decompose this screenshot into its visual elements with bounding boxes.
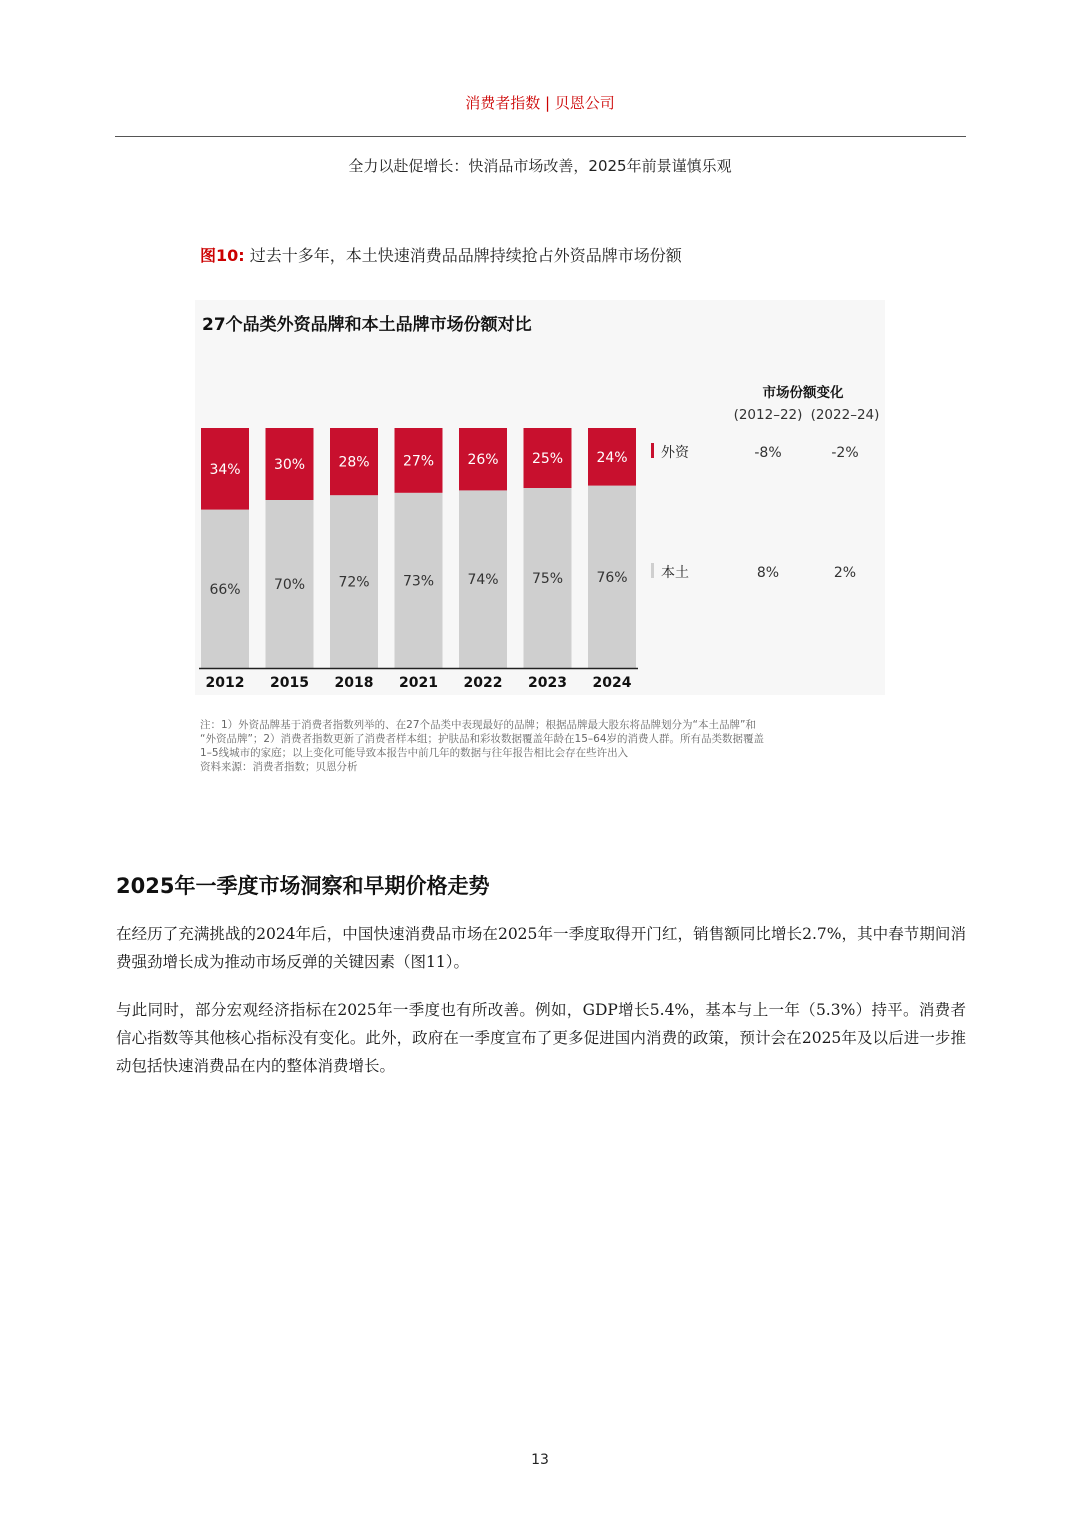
- label-local-2015: 70%: [273, 577, 306, 593]
- change-value-1-1: 2%: [833, 565, 857, 581]
- x-tick-2023: 2023: [528, 675, 567, 691]
- change-table-header: 市场份额变化: [762, 385, 844, 401]
- label-foreign-2022: 26%: [467, 452, 499, 469]
- x-tick-2012: 2012: [205, 675, 245, 691]
- page-subtitle: 全力以赴促增长：快消品市场改善，2025年前景谨慎乐观: [348, 157, 732, 175]
- label-local-2023: 75%: [531, 571, 564, 587]
- x-tick-2018: 2018: [334, 675, 374, 691]
- stacked-bar-chart: [0, 0, 1080, 720]
- note-line-2: “外资品牌”；2）消费者指数更新了消费者样本组；护肤品和彩妆数据覆盖年龄在15–64岁的消费人群。所有品类数据覆盖: [200, 733, 765, 745]
- section-heading: 2025年一季度市场洞察和早期价格走势: [116, 874, 490, 898]
- label-local-2022: 74%: [467, 572, 499, 589]
- change-value-1-0: 8%: [756, 565, 780, 581]
- label-local-2018: 72%: [338, 574, 370, 591]
- page-number: 13: [531, 1452, 549, 1468]
- chart-title: 27个品类外资品牌和本土品牌市场份额对比: [202, 315, 532, 335]
- label-foreign-2018: 28%: [338, 454, 370, 471]
- x-tick-2021: 2021: [399, 675, 438, 691]
- label-foreign-2024: 24%: [596, 449, 628, 466]
- label-foreign-2015: 30%: [273, 457, 306, 473]
- change-value-0-1: -2%: [831, 445, 859, 461]
- label-local-2012: 66%: [209, 581, 241, 598]
- x-tick-2024: 2024: [592, 675, 632, 691]
- label-local-2024: 76%: [596, 569, 628, 586]
- label-foreign-2021: 27%: [402, 453, 435, 470]
- legend-label-0: 外资: [661, 445, 689, 461]
- change-value-0-0: -8%: [754, 445, 782, 461]
- paragraph-2: 与此同时，部分宏观经济指标在2025年一季度也有所改善。例如，GDP增长5.4%，基本与上一年（5.3%）持平。消费者信心指数等其他核心指标没有变化。此外，政府在一季度宣布了更多促进国内消费的政策，预计会在2025年及以后进一步推动包括快速消费品在内的整体消费增长。: [116, 1001, 966, 1075]
- label-foreign-2023: 25%: [531, 451, 564, 467]
- figure-caption-text: 过去十多年，本土快速消费品品牌持续抢占外资品牌市场份额: [249, 246, 682, 265]
- legend-marker-1: [651, 563, 654, 578]
- change-period-2: (2022–24): [810, 407, 880, 423]
- legend-label-1: 本土: [661, 565, 689, 581]
- x-tick-2022: 2022: [463, 675, 503, 691]
- label-local-2021: 73%: [402, 573, 435, 590]
- note-line-1: 注：1）外资品牌基于消费者指数列举的、在27个品类中表现最好的品牌；根据品牌最大股东将品牌划分为“本土品牌”和: [200, 719, 756, 731]
- label-foreign-2012: 34%: [209, 461, 241, 478]
- source-line: 资料来源：消费者指数；贝恩分析: [200, 761, 358, 773]
- figure-label: 图10:: [200, 246, 245, 265]
- paragraph-1: 在经历了充满挑战的2024年后，中国快速消费品市场在2025年一季度取得开门红，销售额同比增长2.7%，其中春节期间消费强劲增长成为推动市场反弹的关键因素（图11）。: [116, 925, 966, 971]
- change-period-1: (2012–22): [733, 407, 803, 423]
- x-tick-2015: 2015: [270, 675, 309, 691]
- header-title: 消费者指数 | 贝恩公司: [465, 94, 615, 112]
- chart-notes: [200, 718, 890, 774]
- legend-marker-0: [651, 443, 654, 458]
- note-line-3: 1–5线城市的家庭；以上变化可能导致本报告中前几年的数据与往年报告相比会存在些许出入: [200, 747, 629, 759]
